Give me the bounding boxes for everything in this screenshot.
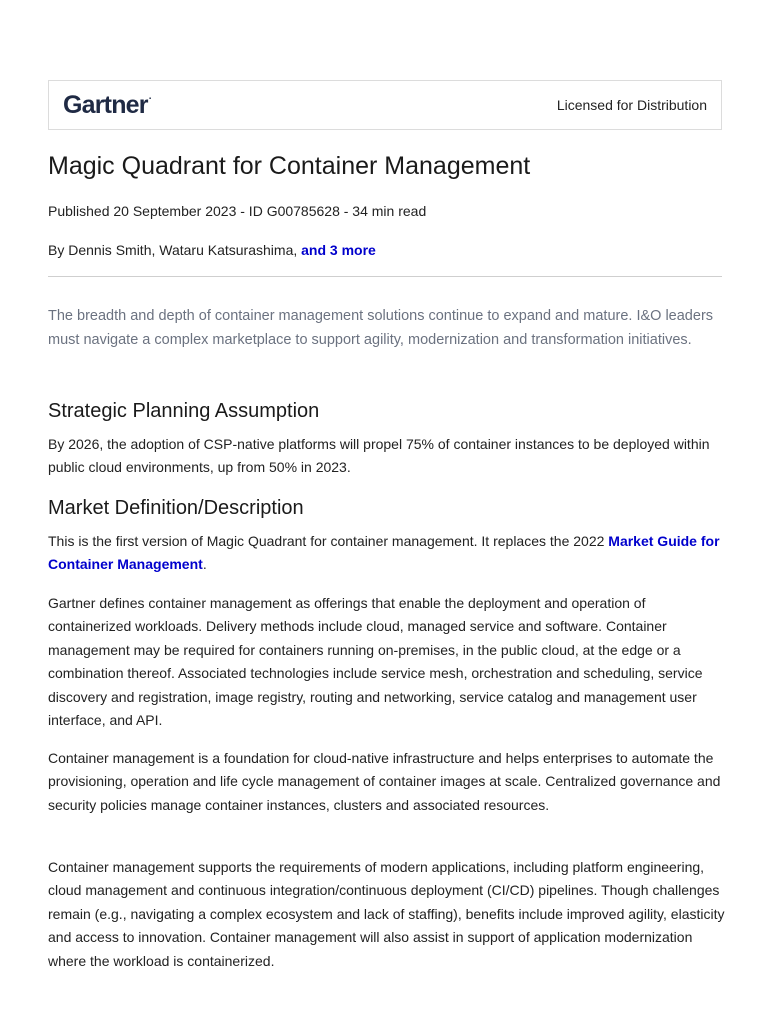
- page-title: Magic Quadrant for Container Management: [48, 152, 531, 180]
- summary-text: The breadth and depth of container management solutions continue to expand and mature. I&O leaders must navigate a complex marketplace to support agility, modernization and transformation initiatives.: [48, 308, 714, 348]
- market-paragraph-4: Container management supports the requirements of modern applications, including platform engineering, cloud management and continuous integration/continuous deployment (CI/CD) pipelines. Though challenges remain (e.g., navigating a complex ecosystem and lack of staffing), benefits include improved agility, elasticity and access to innovation. Container management will also assist in support of application modernization where the workload is containerized.: [48, 859, 725, 969]
- more-authors-link[interactable]: and 3 more: [301, 242, 376, 258]
- heading-market-definition: Market Definition/Description: [48, 497, 304, 519]
- publication-meta: Published 20 September 2023 - ID G00785628 - 34 min read: [48, 203, 427, 219]
- gartner-logo[interactable]: [63, 91, 151, 120]
- market-paragraph-1: [48, 530, 728, 577]
- strategic-planning-text: By 2026, the adoption of CSP-native platforms will propel 75% of container instances to be deployed within public cloud environments, up from 50% in 2023.: [48, 436, 710, 476]
- market-paragraph-2: Gartner defines container management as offerings that enable the deployment and operation of containerized workloads. Delivery methods include cloud, managed service and software. Container management may be required for containers running on-premises, in the public cloud, at the edge or a combination thereof. Associated technologies include service mesh, orchestration and scheduling, service discovery and registration, image registry, routing and networking, service catalog and management user interface, and API.: [48, 595, 703, 729]
- divider: [48, 276, 722, 277]
- authors-line: [48, 242, 376, 258]
- heading-strategic-planning: Strategic Planning Assumption: [48, 400, 320, 422]
- authors-text: By Dennis Smith, Wataru Katsurashima,: [48, 242, 302, 258]
- market-p1-text: This is the first version of Magic Quadrant for container management. It replaces the 2022: [48, 533, 609, 549]
- market-p1-suffix: .: [202, 556, 207, 573]
- market-paragraph-3: Container management is a foundation for cloud-native infrastructure and helps enterprises to automate the provisioning, operation and life cycle management of container images at scale. Centralized governance and security policies manage container instances, clusters and associated resources.: [48, 750, 721, 813]
- distribution-header: [48, 80, 722, 130]
- logo-mark: .: [148, 91, 151, 102]
- market-guide-link[interactable]: Market Guide for Container Management: [48, 533, 720, 573]
- license-label: Licensed for Distribution: [556, 97, 707, 113]
- logo-text: Gartner: [63, 91, 148, 119]
